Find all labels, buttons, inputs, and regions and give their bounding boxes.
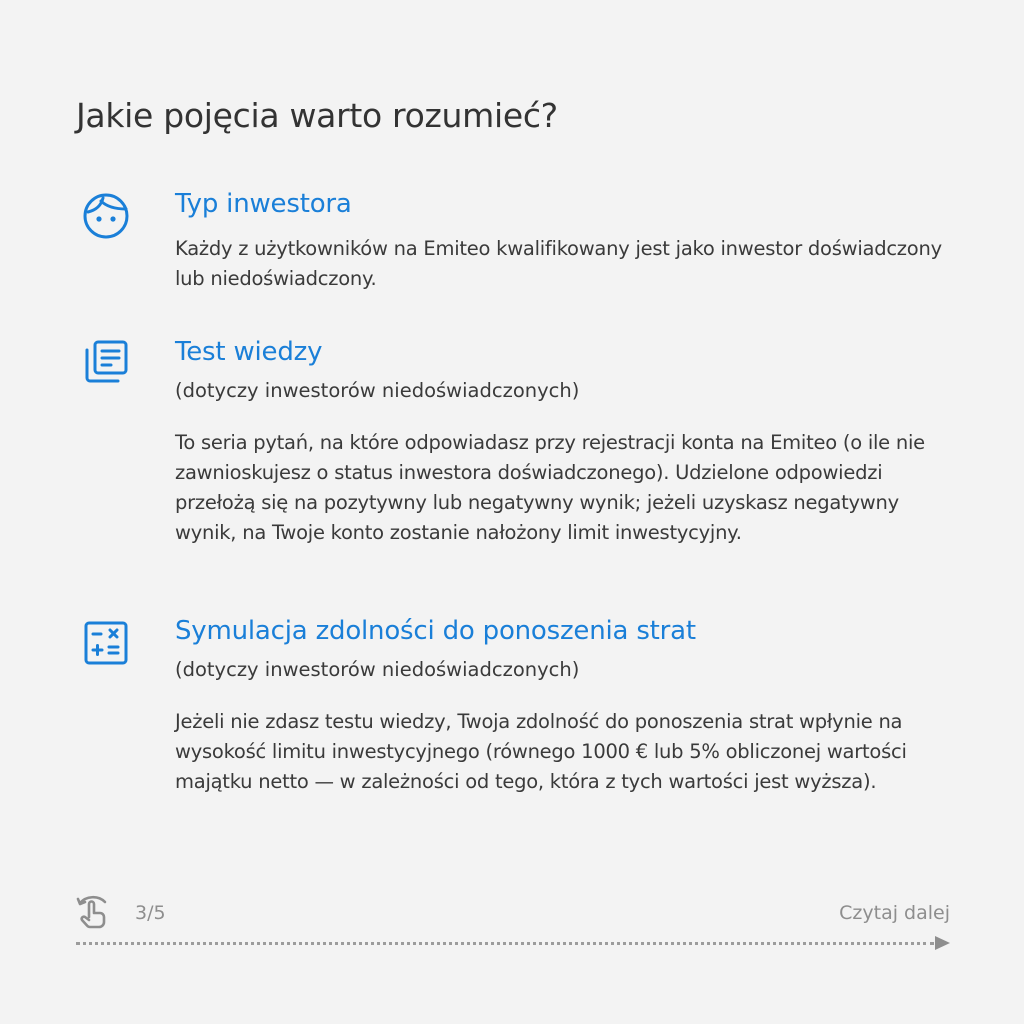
arrow-right-icon[interactable] (935, 936, 950, 950)
section-content (175, 188, 965, 294)
face-icon (82, 192, 130, 240)
footer-navigation (76, 892, 950, 958)
swipe-hand-icon (76, 894, 110, 930)
section-body: Jeżeli nie zdasz testu wiedzy, Twoja zdolność do ponoszenia strat wpłynie na wysokość limitu inwestycyjnego (równego 1000 € lub 5% obliczonej wartości majątku netto — w zależności od tego, która z tych wartości jest wyższa). (175, 710, 907, 793)
documents-icon (82, 338, 130, 386)
section-body: Każdy z użytkowników na Emiteo kwalifikowany jest jako inwestor doświadczony lub niedoświadczony. (175, 237, 942, 290)
section-title: Test wiedzy (175, 337, 323, 367)
section-title: Typ inwestora (175, 189, 352, 219)
section-title: Symulacja zdolności do ponoszenia strat (175, 616, 696, 646)
section-subtitle: (dotyczy inwestorów niedoświadczonych) (175, 379, 580, 402)
calculator-icon (82, 619, 130, 667)
section-body: To seria pytań, na które odpowiadasz przy rejestracji konta na Emiteo (o ile nie zawnioskujesz o status inwestora doświadczonego). Udzielone odpowiedzi przełożą się na pozytywny lub negatywny wynik; jeżeli uzyskasz negatywny wynik, na Twoje konto zostanie nałożony limit inwestycyjny. (175, 431, 925, 544)
section-content (175, 615, 965, 797)
dotted-progress-line (76, 942, 934, 945)
section-subtitle: (dotyczy inwestorów niedoświadczonych) (175, 658, 580, 681)
page-indicator: 3/5 (135, 902, 166, 924)
section-content (175, 336, 965, 548)
page-title: Jakie pojęcia warto rozumieć? (76, 96, 558, 135)
read-more-link[interactable]: Czytaj dalej (839, 902, 950, 924)
